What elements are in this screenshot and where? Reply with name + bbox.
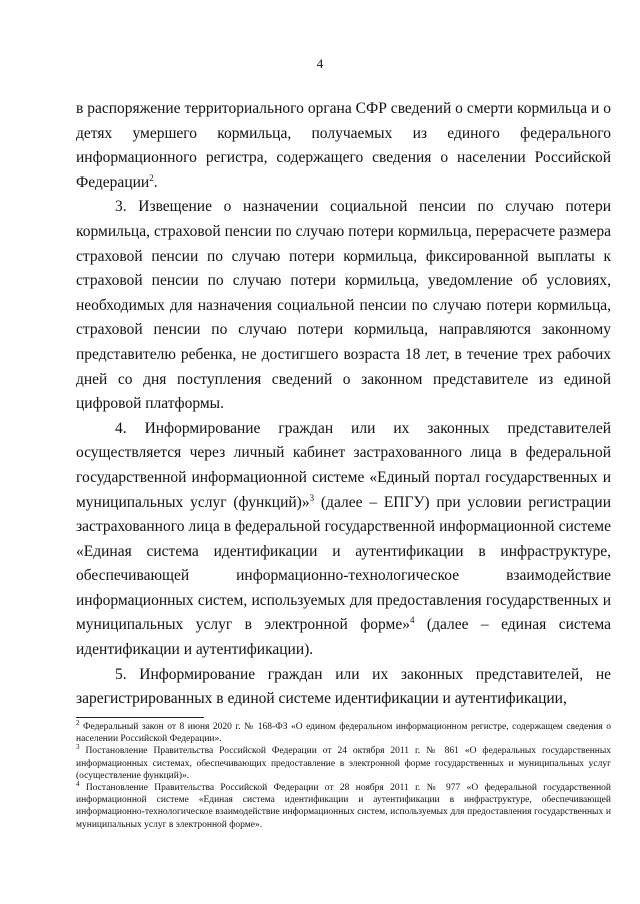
paragraph-continuation: в распоряжение территориального органа СФР сведений о смерти кормильца и о детях умершего кормильца, получаемых из единого федерального информационного регистра, содержащего сведения о населении Российской Федерации$^2$. — [76, 100, 611, 191]
footnote-text: Федеральный закон от 8 июня 2020 г. № 168-ФЗ «О едином федеральном информационном регистре, содержащем сведения о населении Российской Федерации». — [76, 722, 611, 745]
paragraph-5: 5. Информирование граждан или их законных представителей, не зарегистрированных в единой системе идентификации и аутентификации, — [76, 665, 611, 708]
paragraph-3: 3. Извещение о назначении социальной пенсии по случаю потери кормильца, страховой пенсии по случаю потери кормильца, перерасчете размера страховой пенсии по случаю потери кормильца, фиксированной выплаты к страховой пенсии по случаю потери кормильца, уведомление об условиях, необходимых для назначения социальной пенсии по случаю потери кормильца, страховой пенсии по случаю потери кормильца, направляются законному представителю ребенка, не достигшего возраста 18 лет, в течение трех рабочих дней со дня поступления сведений о законном представителе из единой цифровой платформы. — [76, 198, 611, 413]
paragraph-text: (далее – ЕПГУ) при условии регистрации застрахованного лица в федеральной государственной информационной системе «Единая система идентификации и аутентификации в инфраструктуре, обеспечивающей информационно-технологическое взаимодействие информационных систем, используемых для предоставления государственных и муниципальных услуг в электронной форме» — [76, 493, 611, 634]
footnote — [76, 718, 611, 745]
footnote — [76, 745, 611, 782]
footnote-text: Постановление Правительства Российской Федерации от 24 октября 2011 г. № 861 «О федеральных государственных информационных системах, обеспечивающих предоставление в электронной форме государственных и муниципальных услуг (осуществление функций)». — [76, 746, 611, 781]
footnote-ref: 4 — [410, 615, 415, 626]
page-number: 4 — [316, 56, 324, 71]
footnote-ref: 3 — [309, 492, 315, 503]
footnote-ref: 2 — [149, 172, 154, 183]
paragraph-text: 4. Информирование граждан или их законных представителей осуществляется через личный кабинет застрахованного лица в федеральной государственной информационной системе «Единый портал государственных и муниципальных услуг (функций)» — [76, 419, 611, 511]
paragraph-text: (далее – единая система идентификации и аутентификации). — [76, 616, 611, 659]
footnote-text: Постановление Правительства Российской Федерации от 28 ноября 2011 г. № 977 «О федеральной государственной информационной системе «Единая система идентификации и аутентификации в инфраструктуре, обеспечивающей информационно-технологическое взаимодействие информационных систем, используемых для предоставления государственных и муниципальных услуг в электронной форме». — [76, 783, 612, 830]
footnote-divider — [76, 717, 204, 718]
footnote-mark: 3 — [76, 743, 80, 752]
footnote-mark: 2 — [76, 718, 80, 727]
footnote — [76, 779, 612, 831]
paragraph-text: в распоряжение территориального органа СФР сведений о смерти кормильца и о детях умершего кормильца, получаемых из единого федерального информационного регистра, содержащего сведения о населении Российской Федерации — [76, 100, 611, 191]
paragraph-4 — [76, 417, 611, 663]
footnotes — [76, 718, 612, 831]
footnote-mark: 4 — [76, 779, 80, 788]
document-body — [76, 97, 611, 712]
